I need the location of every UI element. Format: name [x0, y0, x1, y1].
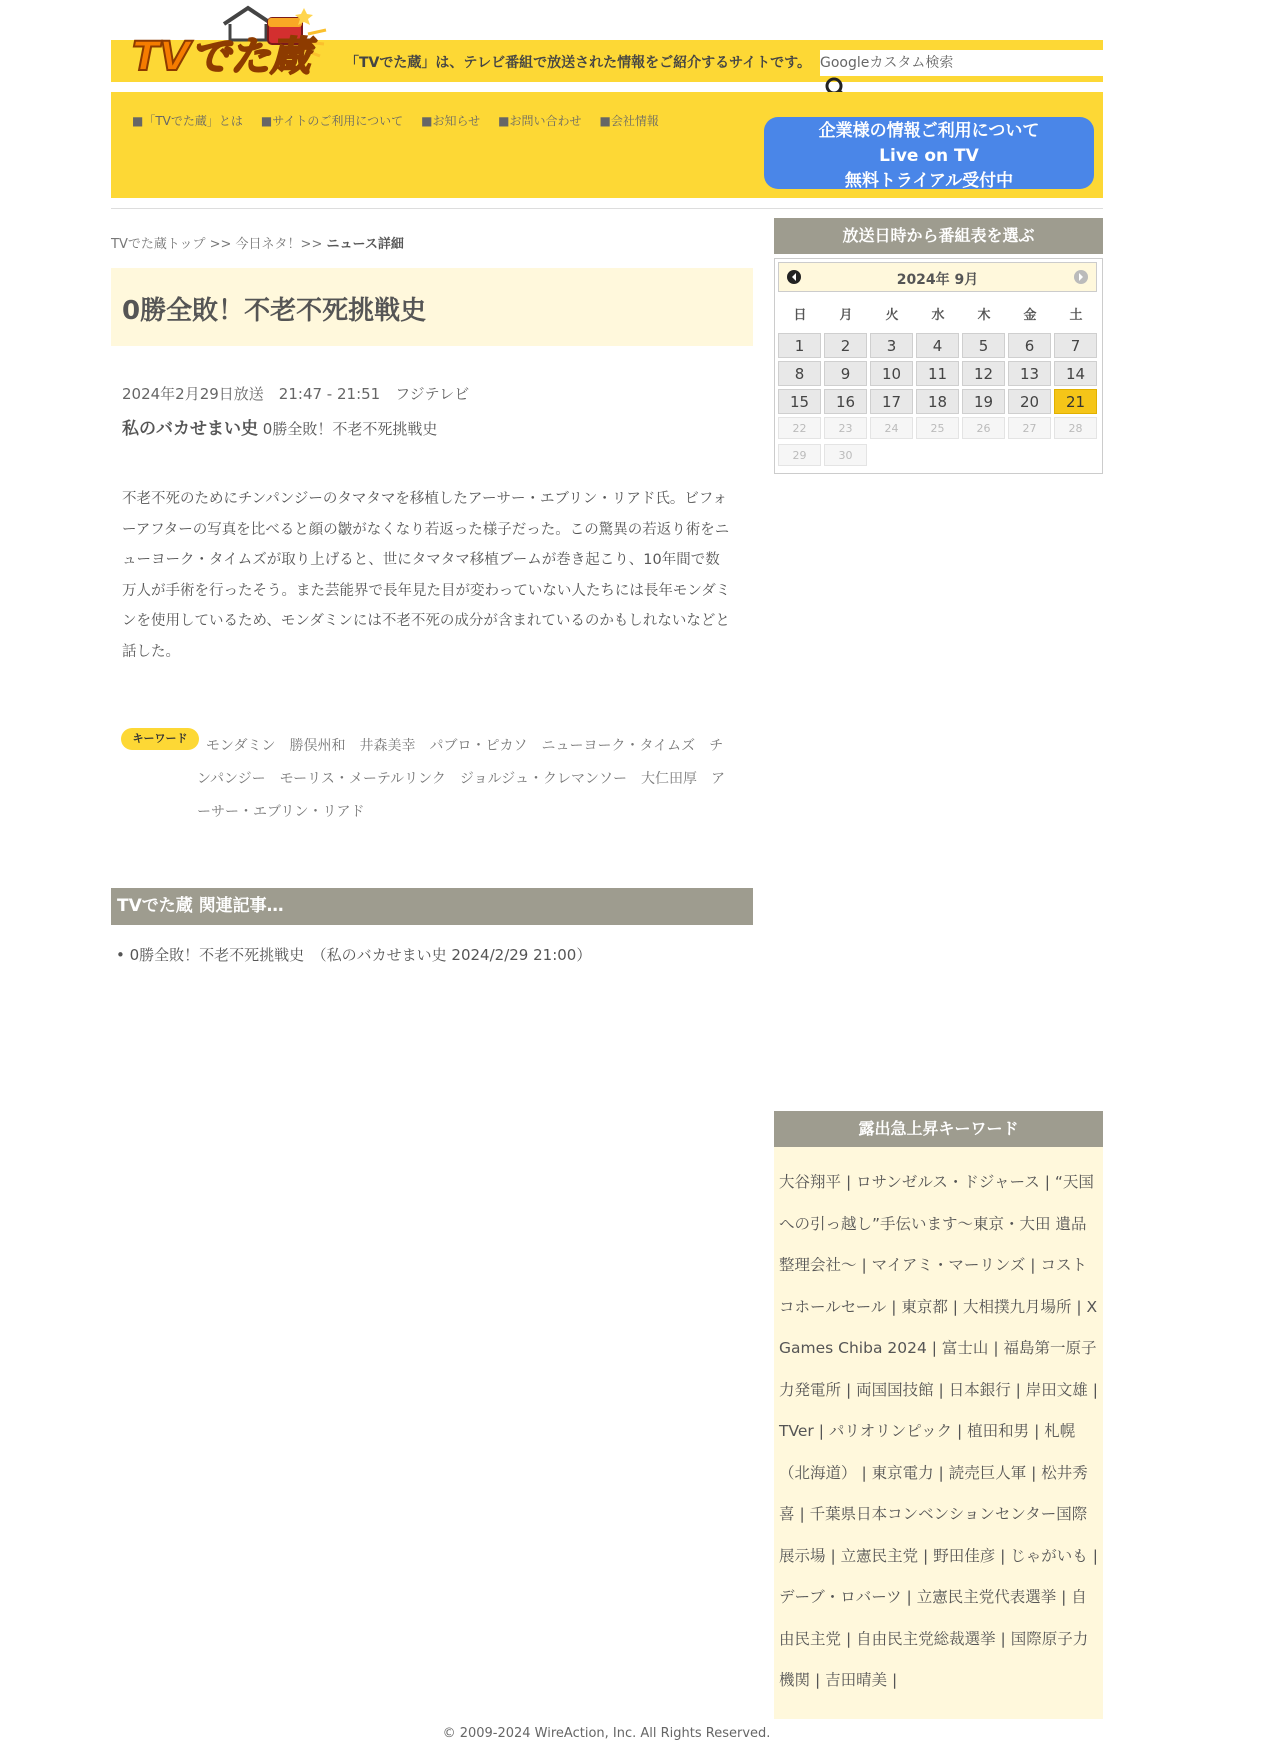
- trending-keyword[interactable]: じゃがいも: [1010, 1546, 1088, 1565]
- trending-keyword[interactable]: 日本銀行: [948, 1380, 1011, 1399]
- keyword-separator: |: [841, 1380, 857, 1399]
- trending-keyword[interactable]: コストコホールセール: [779, 1256, 1087, 1316]
- calendar-day[interactable]: 14: [1054, 361, 1097, 386]
- keyword-link[interactable]: ニューヨーク・タイムズ: [541, 738, 696, 754]
- calendar-day[interactable]: 21: [1054, 389, 1097, 414]
- keyword-separator: |: [1025, 1256, 1041, 1274]
- trending-keyword[interactable]: 自由民主党総裁選挙: [856, 1629, 996, 1648]
- nav-item-contact[interactable]: ■お問い合わせ: [498, 114, 582, 128]
- keyword-separator: |: [1087, 1546, 1098, 1565]
- nav-item-about[interactable]: ■「TVでた蔵」とは: [132, 114, 243, 128]
- next-month-icon[interactable]: [1074, 270, 1088, 284]
- keyword-separator: |: [1087, 1380, 1098, 1399]
- trending-keyword[interactable]: 野田佳彦: [933, 1546, 996, 1565]
- air-info: 2024年2月29日放送 21:47 - 21:51 フジテレビ: [122, 385, 470, 403]
- trending-keyword[interactable]: 岸田文雄: [1025, 1380, 1088, 1399]
- trending-keyword[interactable]: 大相撲九月場所: [962, 1297, 1072, 1316]
- calendar-day[interactable]: 16: [824, 389, 867, 414]
- keyword-separator: |: [841, 1629, 857, 1648]
- keyword-separator: |: [947, 1297, 963, 1316]
- calendar-day[interactable]: 17: [870, 389, 913, 414]
- keyword-separator: |: [886, 1297, 902, 1316]
- trending-keyword[interactable]: 東京電力: [871, 1463, 934, 1482]
- breadcrumb-separator: >>: [209, 237, 232, 252]
- trending-keyword[interactable]: 立憲民主党: [840, 1546, 919, 1565]
- calendar-day: 28: [1054, 417, 1097, 439]
- calendar-day[interactable]: 20: [1008, 389, 1051, 414]
- keyword-link[interactable]: チンパンジー: [197, 738, 724, 787]
- keyword-separator: |: [1071, 1297, 1087, 1316]
- calendar-day[interactable]: 18: [916, 389, 959, 414]
- free-trial-line2: Live on TV: [879, 146, 979, 166]
- trending-keyword[interactable]: デーブ・ロバーツ: [779, 1588, 902, 1606]
- keyword-separator: |: [988, 1339, 1004, 1357]
- keyword-separator: |: [918, 1546, 934, 1565]
- keyword-separator: |: [794, 1505, 810, 1523]
- keyword-separator: |: [926, 1339, 942, 1357]
- program-name[interactable]: 私のバカせまい史: [122, 419, 258, 439]
- keyword-separator: |: [856, 1256, 872, 1274]
- keyword-separator: |: [856, 1463, 872, 1482]
- calendar-day[interactable]: 10: [870, 361, 913, 386]
- keyword-separator: |: [813, 1422, 829, 1440]
- free-trial-button[interactable]: [764, 117, 1094, 189]
- trending-keyword[interactable]: 吉田晴美: [825, 1671, 888, 1689]
- keyword-list: [197, 730, 729, 829]
- calendar-day[interactable]: 19: [962, 389, 1005, 414]
- trending-keyword[interactable]: 植田和男: [967, 1422, 1030, 1440]
- trending-keyword[interactable]: 両国国技館: [856, 1380, 934, 1399]
- keyword-separator: |: [1010, 1380, 1026, 1399]
- keyword-link[interactable]: アーサー・エブリン・リアド: [197, 771, 725, 820]
- keyword-separator: |: [995, 1546, 1011, 1565]
- keyword-separator: |: [1039, 1173, 1055, 1191]
- keyword-separator: |: [901, 1588, 917, 1606]
- weekday-label: 土: [1069, 308, 1083, 323]
- keyword-separator: |: [952, 1422, 968, 1440]
- trending-keyword[interactable]: X Games Chiba 2024: [779, 1297, 1098, 1357]
- calendar-day[interactable]: 12: [962, 361, 1005, 386]
- calendar-day: 26: [962, 417, 1005, 439]
- trending-keyword[interactable]: 松井秀喜: [779, 1463, 1088, 1523]
- trending-keyword[interactable]: パリオリンピック: [828, 1422, 953, 1440]
- trending-keyword[interactable]: 千葉県日本コンベンションセンター国際展示場: [779, 1505, 1088, 1565]
- search-input[interactable]: [820, 50, 1103, 76]
- trending-keyword[interactable]: 東京都: [901, 1297, 948, 1316]
- weekday-label: 水: [931, 308, 945, 323]
- trending-keyword[interactable]: 大谷翔平: [779, 1173, 842, 1191]
- calendar-day[interactable]: 5: [962, 333, 1005, 358]
- keyword-link[interactable]: モーリス・メーテルリンク: [279, 771, 446, 787]
- calendar-day[interactable]: 13: [1008, 361, 1051, 386]
- trending-keyword[interactable]: 富士山: [941, 1339, 989, 1357]
- trending-keyword[interactable]: ロサンゼルス・ドジャース: [856, 1173, 1040, 1191]
- calendar-day: 30: [824, 444, 867, 466]
- weekday-label: 火: [885, 308, 899, 323]
- calendar-day: 24: [870, 417, 913, 439]
- keyword-separator: |: [1026, 1463, 1042, 1482]
- trending-keyword[interactable]: 読売巨人軍: [948, 1463, 1027, 1482]
- calendar-heading: 放送日時から番組表を選ぶ: [774, 218, 1103, 254]
- related-heading: TVでた蔵 関連記事…: [111, 888, 753, 925]
- weekday-label: 金: [1023, 308, 1037, 323]
- breadcrumb-home[interactable]: TVでた蔵トップ: [111, 237, 206, 252]
- weekday-label: 月: [839, 308, 853, 323]
- breadcrumb-current: ニュース詳細: [326, 237, 404, 252]
- keyword-separator: |: [933, 1463, 949, 1482]
- logo-text: TVでた蔵: [132, 34, 311, 78]
- program-line: [122, 414, 437, 439]
- free-trial-line1: 企業様の情報ご利用について: [818, 121, 1040, 141]
- trending-keyword[interactable]: 福島第一原子力発電所: [779, 1339, 1097, 1399]
- keyword-separator: |: [1029, 1422, 1045, 1440]
- breadcrumb-separator: >>: [300, 237, 323, 252]
- nav-item-company[interactable]: ■会社情報: [599, 114, 659, 128]
- calendar-day: 23: [824, 417, 867, 439]
- nav-item-usage[interactable]: ■サイトのご利用について: [260, 114, 404, 128]
- site-logo[interactable]: [128, 0, 328, 78]
- calendar-day[interactable]: 4: [916, 333, 959, 358]
- main-nav: [132, 113, 692, 130]
- prev-month-icon[interactable]: [787, 270, 801, 284]
- trending-keyword[interactable]: 札幌（北海道）: [779, 1422, 1076, 1482]
- weekday-label: 木: [977, 308, 991, 323]
- trending-keyword[interactable]: 国際原子力機関: [779, 1629, 1089, 1689]
- calendar-day[interactable]: 7: [1054, 333, 1097, 358]
- keyword-separator: |: [841, 1173, 857, 1191]
- weekday-label: 日: [793, 308, 807, 323]
- keyword-separator: |: [810, 1671, 826, 1689]
- calendar-day[interactable]: 8: [778, 361, 821, 386]
- segment-name: 0勝全敗！不老不死挑戦史: [262, 420, 438, 438]
- breadcrumb: [111, 233, 404, 252]
- calendar-day: 22: [778, 417, 821, 439]
- trending-heading: 露出急上昇キーワード: [774, 1111, 1103, 1147]
- calendar-day: 25: [916, 417, 959, 439]
- trending-keyword[interactable]: マイアミ・マーリンズ: [871, 1256, 1026, 1274]
- nav-item-news[interactable]: ■お知らせ: [421, 114, 481, 128]
- breadcrumb-section[interactable]: 今日ネタ！: [235, 237, 301, 252]
- divider: [111, 208, 1103, 209]
- calendar-day[interactable]: 9: [824, 361, 867, 386]
- keyword-separator: |: [933, 1380, 949, 1399]
- calendar-day: 29: [778, 444, 821, 466]
- calendar-day[interactable]: 15: [778, 389, 821, 414]
- copyright: © 2009-2024 WireAction, Inc. All Rights Reserved.: [442, 1726, 771, 1741]
- article-body: 不老不死のためにチンパンジーのタマタマを移植したアーサー・エブリン・リアド氏。ビフォーアフターの写真を比べると顔の皺がなくなり若返った様子だった。この驚異の若返り術をニューヨーク・タイムズが取り上げると、世にタマタマ移植ブームが巻き起こり、10年間で数万人が手術を行ったそう。また芸能界で長年見た目が変わっていない人たちには長年モンダミンを使用しているため、モンダミンには不老不死の成分が含まれているのかもしれないなどと話した。: [122, 491, 731, 660]
- calendar-month: 2024年 9月: [896, 272, 979, 288]
- keyword-separator: |: [825, 1546, 841, 1565]
- trending-keyword-list: [779, 1162, 1099, 1702]
- keyword-link[interactable]: モンダミン: [206, 738, 276, 754]
- keyword-link[interactable]: パブロ・ピカソ: [429, 738, 528, 754]
- keyword-badge: キーワード: [121, 728, 199, 750]
- keyword-separator: |: [887, 1671, 898, 1689]
- calendar-day[interactable]: 6: [1008, 333, 1051, 358]
- calendar-day[interactable]: 1: [778, 333, 821, 358]
- free-trial-line3: 無料トライアル受付中: [844, 171, 1014, 189]
- keyword-separator: |: [995, 1629, 1011, 1648]
- site-tagline: 「TVでた蔵」は、テレビ番組で放送された情報をご紹介するサイトです。: [345, 55, 812, 71]
- calendar-day[interactable]: 2: [824, 333, 867, 358]
- trending-keyword[interactable]: “天国への引っ越し”手伝います〜東京・大田 遺品整理会社〜: [779, 1173, 1094, 1274]
- keyword-link[interactable]: 井森美幸: [359, 738, 416, 754]
- trending-keyword[interactable]: 立憲民主党代表選挙: [916, 1588, 1057, 1606]
- trending-keyword[interactable]: 自由民主党: [779, 1588, 1087, 1648]
- trending-keyword[interactable]: TVer: [779, 1422, 814, 1440]
- related-item[interactable]: • 0勝全敗！不老不死挑戦史 （私のバカせまい史 2024/2/29 21:00）: [116, 946, 592, 964]
- calendar-day: 27: [1008, 417, 1051, 439]
- calendar-day[interactable]: 3: [870, 333, 913, 358]
- calendar-day[interactable]: 11: [916, 361, 959, 386]
- keyword-link[interactable]: ジョルジュ・クレマンソー: [459, 771, 627, 787]
- keyword-link[interactable]: 大仁田厚: [640, 771, 697, 787]
- article-title: 0勝全敗！不老不死挑戦史: [122, 296, 427, 326]
- keyword-separator: |: [1056, 1588, 1072, 1606]
- keyword-link[interactable]: 勝俣州和: [289, 738, 346, 754]
